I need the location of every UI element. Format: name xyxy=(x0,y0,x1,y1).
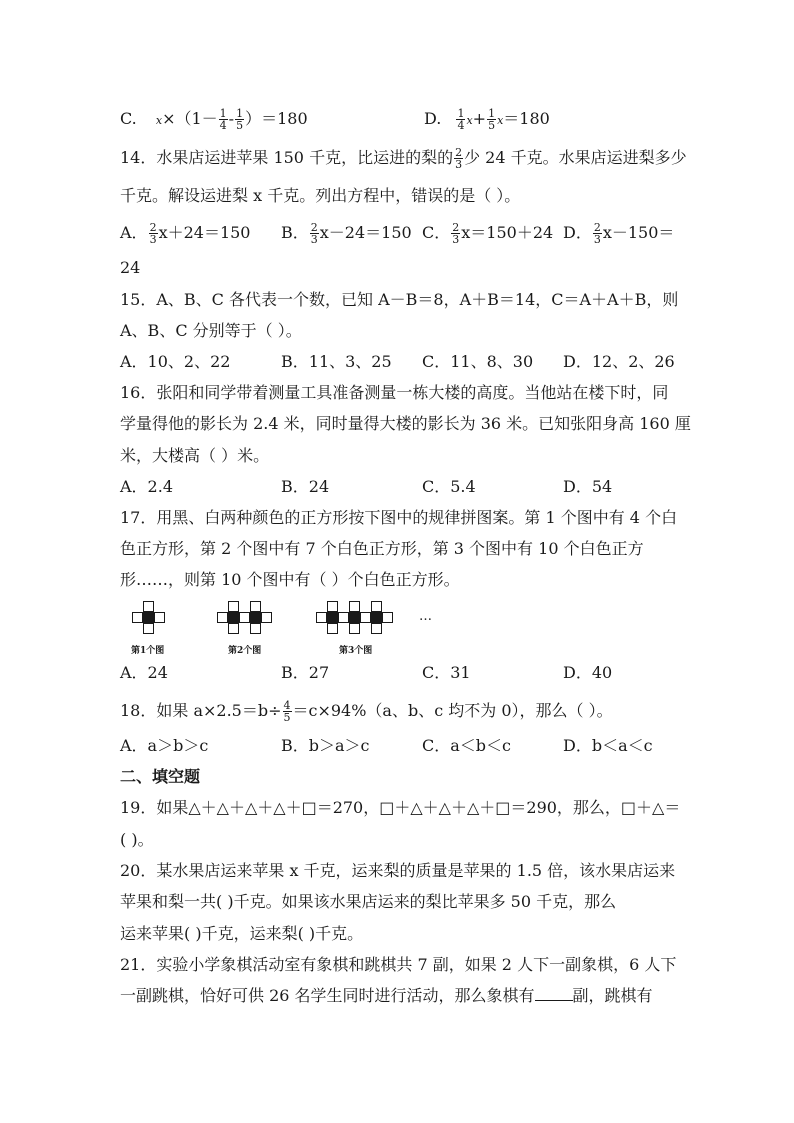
q13-d-text: ＝180 xyxy=(503,109,550,128)
q18-frac-num: 4 xyxy=(283,699,291,712)
q18-frac xyxy=(283,700,292,723)
q14-c-label: C． xyxy=(422,223,451,242)
fig3-square-white xyxy=(327,623,338,634)
fig2-square-white xyxy=(261,612,272,623)
q14-a-frac xyxy=(149,222,158,245)
q13-d-variable1: x xyxy=(466,114,473,127)
q17-option-c: C．31 xyxy=(422,663,471,682)
fig1-square-white xyxy=(154,612,165,623)
q15-line1: 15．A、B、C 各代表一个数，已知 A－B＝8，A＋B＝14，C＝A＋A＋B，则 xyxy=(120,290,679,309)
q13-d-plus: + xyxy=(472,109,487,128)
q15-option-a: A．10、2、22 xyxy=(120,352,231,371)
q16-line1: 16．张阳和同学带着测量工具准备测量一栋大楼的高度。当他站在楼下时，同 xyxy=(120,383,669,402)
fig2-square-white xyxy=(239,612,250,623)
q15-option-c: C．11、8、30 xyxy=(422,352,534,371)
q21-answer-blank[interactable] xyxy=(535,986,573,1001)
q15-option-d: D．12、2、26 xyxy=(563,352,675,371)
q14-b-frac-den: 3 xyxy=(310,233,318,246)
q15-option-b: B．11、3、25 xyxy=(281,352,392,371)
q14-b-label: B． xyxy=(281,223,309,242)
q13-c-minus: - xyxy=(228,109,235,128)
q17-line3: 形……，则第 10 个图中有（ ）个白色正方形。 xyxy=(120,570,460,589)
q14-a-frac-den: 3 xyxy=(149,233,157,246)
q16-option-c: C．5.4 xyxy=(422,477,476,496)
q16-line2: 学量得他的影长为 2.4 米，同时量得大楼的影长为 36 米。已知张阳身高 160 厘 xyxy=(120,414,691,433)
fig2-square-white xyxy=(217,612,228,623)
q14-frac xyxy=(454,147,463,170)
q18-option-a: A．a＞b＞c xyxy=(120,736,209,755)
q14-d-label: D． xyxy=(563,223,592,242)
fig3-square-white xyxy=(349,601,360,612)
q17-option-d: D．40 xyxy=(563,663,613,682)
fig2-square-white xyxy=(228,623,239,634)
q14-line2: 千克。解设运进梨 x 千克。列出方程中，错误的是（ ）。 xyxy=(120,186,521,205)
q16-option-d: D．54 xyxy=(563,477,613,496)
q16-line3: 米，大楼高（ ）米。 xyxy=(120,446,270,465)
section-title: 二、填空题 xyxy=(120,767,201,786)
q13-c-text1: ×（1－ xyxy=(162,109,218,128)
fig3-square-white xyxy=(327,601,338,612)
fig3-square-black xyxy=(327,612,338,623)
q16-option-b: B．24 xyxy=(281,477,330,496)
fig3-square-white xyxy=(349,623,360,634)
q13-c-frac2-num: 1 xyxy=(236,107,244,120)
q14-c-text: x＝150＋24 xyxy=(461,223,554,242)
q14-a-text: x＋24＝150 xyxy=(158,223,251,242)
q13-d-frac1 xyxy=(456,108,465,131)
fig3-square-white xyxy=(371,623,382,634)
q13-d-frac2-num: 1 xyxy=(488,107,496,120)
q17-line2: 色正方形，第 2 个图中有 7 个白色正方形，第 3 个图中有 10 个白色正方 xyxy=(120,539,644,558)
q14-b-frac xyxy=(310,222,319,245)
q17-line1: 17．用黑、白两种颜色的正方形按下图中的规律拼图案。第 1 个图中有 4 个白 xyxy=(120,508,678,527)
q14-c-frac-den: 3 xyxy=(452,233,460,246)
q13-d-label: D. xyxy=(424,109,442,128)
fig3-square-white xyxy=(371,601,382,612)
fig1-square-white xyxy=(143,601,154,612)
q21-line2-b: 副，跳棋有 xyxy=(572,986,653,1005)
q18-line xyxy=(120,700,613,723)
q13-c-variable: x xyxy=(155,114,163,127)
q21-line2-a: 一副跳棋，恰好可供 26 名学生同时进行活动，那么象棋有 xyxy=(120,986,535,1005)
q14-b-text: x－24＝150 xyxy=(319,223,412,242)
q14-option-a xyxy=(120,222,251,245)
q18-option-b: B．b＞a＞c xyxy=(281,736,370,755)
q14-d-frac xyxy=(593,222,602,245)
q14-frac-den: 3 xyxy=(455,158,463,171)
fig1-caption: 第1个图 xyxy=(131,646,165,656)
fig2-square-white xyxy=(250,623,261,634)
q18-line-b: ＝c×94%（a、b、c 均不为 0），那么（ ）。 xyxy=(292,701,613,720)
q20-line1: 20．某水果店运来苹果 x 千克，运来梨的质量是苹果的 1.5 倍，该水果店运来 xyxy=(120,861,676,880)
q14-line1-b: 少 24 千克。水果店运进梨多少 xyxy=(464,148,687,167)
q18-option-d: D．b＜a＜c xyxy=(563,736,653,755)
q13-c-frac1 xyxy=(219,108,228,131)
q18-line-a: 18．如果 a×2.5＝b÷ xyxy=(120,701,282,720)
q14-a-label: A． xyxy=(120,223,148,242)
q13-c-frac2-den: 5 xyxy=(236,119,244,132)
q14-option-d xyxy=(563,222,674,245)
q19-line2: ( )。 xyxy=(120,830,154,849)
fig1-square-white xyxy=(143,623,154,634)
fig3-square-white xyxy=(338,612,349,623)
q13-d-frac2-den: 5 xyxy=(488,119,496,132)
fig3-caption: 第3个图 xyxy=(339,646,373,656)
fig2-square-black xyxy=(250,612,261,623)
q13-c-frac2 xyxy=(235,108,244,131)
q18-frac-den: 5 xyxy=(283,711,291,724)
fig2-square-white xyxy=(228,601,239,612)
q13-c-frac1-num: 1 xyxy=(219,107,227,120)
fig1-square-white xyxy=(132,612,143,623)
q14-option-c xyxy=(422,222,553,245)
q14-d-frac-num: 2 xyxy=(593,221,601,234)
q21-line1: 21．实验小学象棋活动室有象棋和跳棋共 7 副，如果 2 人下一副象棋，6 人下 xyxy=(120,955,677,974)
fig2-square-black xyxy=(228,612,239,623)
fig1-square-black xyxy=(143,612,154,623)
q20-line3: 运来苹果( )千克，运来梨( )千克。 xyxy=(120,924,364,943)
q14-line1 xyxy=(120,147,687,170)
q13-c-frac1-den: 4 xyxy=(219,119,227,132)
fig3-square-black xyxy=(349,612,360,623)
q13-d-frac1-den: 4 xyxy=(457,119,465,132)
q13-d-variable2: x xyxy=(497,114,504,127)
fig3-square-white xyxy=(382,612,393,623)
q14-a-frac-num: 2 xyxy=(149,221,157,234)
q15-line2: A、B、C 分别等于（ ）。 xyxy=(120,321,302,340)
q14-c-frac-num: 2 xyxy=(452,221,460,234)
q17-option-a: A．24 xyxy=(120,663,168,682)
q14-b-frac-num: 2 xyxy=(310,221,318,234)
q18-option-c: C．a＜b＜c xyxy=(422,736,511,755)
q13-c-text2: ）＝180 xyxy=(245,109,308,128)
q13-d-frac2 xyxy=(487,108,496,131)
fig3-square-black xyxy=(371,612,382,623)
q19-line1: 19．如果△＋△＋△＋△＋□＝270，□＋△＋△＋△＋□＝290，那么，□＋△＝ xyxy=(120,798,681,817)
fig2-caption: 第2个图 xyxy=(228,646,262,656)
q14-d-frac-den: 3 xyxy=(593,233,601,246)
q14-line1-a: 14．水果店运进苹果 150 千克，比运进的梨的 xyxy=(120,148,454,167)
q14-option-b xyxy=(281,222,412,245)
q14-option-d-cont: 24 xyxy=(120,258,141,277)
q17-option-b: B．27 xyxy=(281,663,330,682)
q13-d-frac1-num: 1 xyxy=(457,107,465,120)
q13-option-d xyxy=(424,108,550,131)
q14-d-text: x－150＝ xyxy=(602,223,675,242)
q14-frac-num: 2 xyxy=(455,146,463,159)
q20-line2: 苹果和梨一共( )千克。如果该水果店运来的梨比苹果多 50 千克，那么 xyxy=(120,892,617,911)
fig3-square-white xyxy=(316,612,327,623)
fig3-square-white xyxy=(360,612,371,623)
q13-option-c xyxy=(120,108,308,131)
q16-option-a: A．2.4 xyxy=(120,477,174,496)
q13-c-label: C. xyxy=(120,109,137,128)
fig-ellipsis: … xyxy=(419,609,432,624)
q14-c-frac xyxy=(451,222,460,245)
fig2-square-white xyxy=(250,601,261,612)
q21-line2 xyxy=(120,986,653,1006)
